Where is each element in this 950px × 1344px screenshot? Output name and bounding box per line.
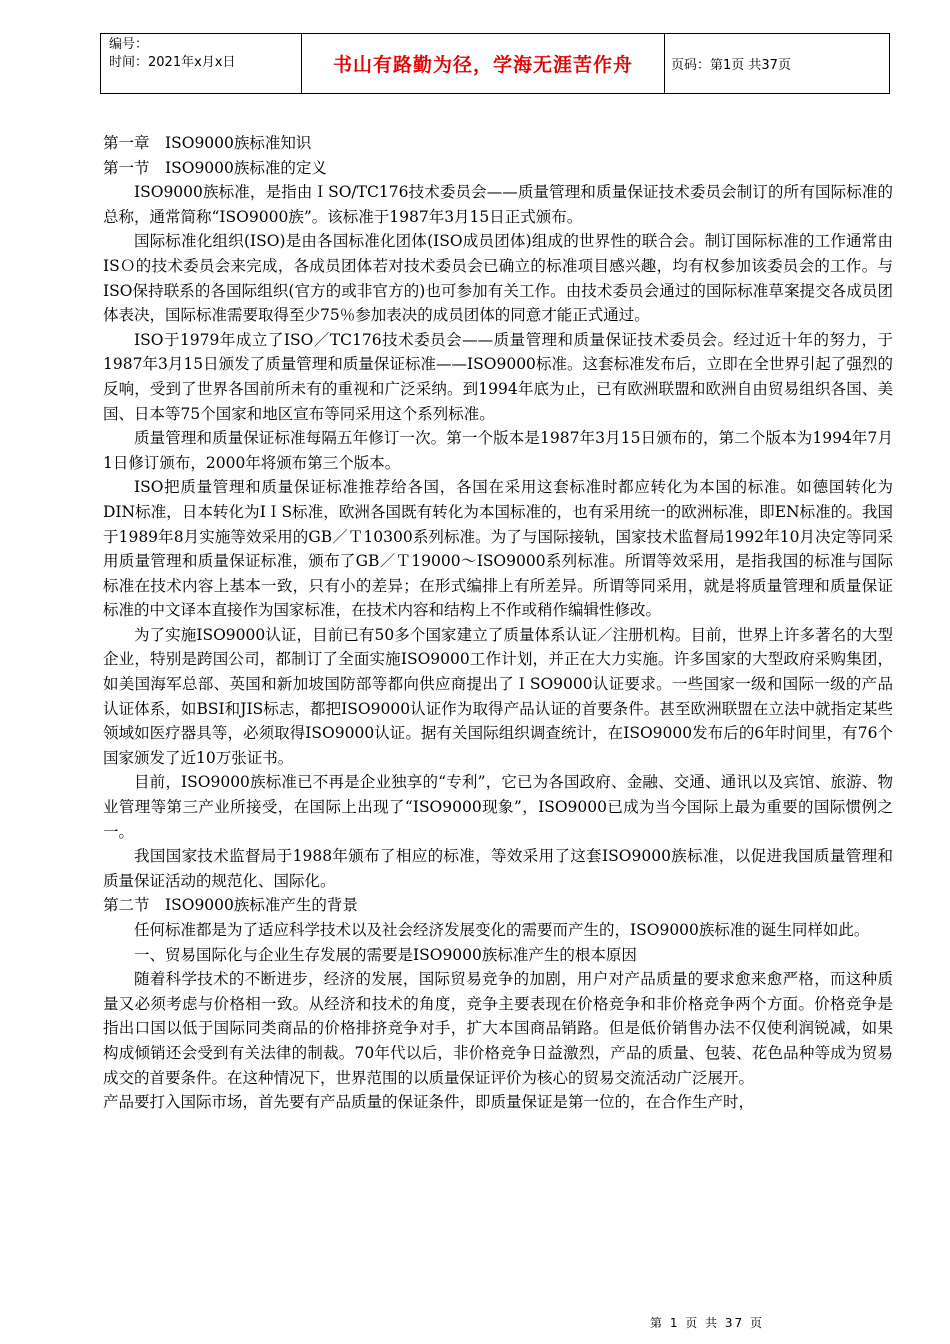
paragraph: ISO把质量管理和质量保证标准推荐给各国，各国在采用这套标准时都应转化为本国的标准。如德国转化为DIN标准，日本转化为IＩS标准，欧洲各国既有转化为本国标准的，也有采用统一的欧洲标准，即EN标准的。我国于1989年8月实施等效采用的GB／Ｔ10300系列标准。为了与国际接轨，国家技术监督局1992年10月决定等同采用质量管理和质量保证标准，颁布了GB／Ｔ19000～ISO9000系列标准。所谓等效采用，是指我国的标准与国际标准在技术内容上基本一致，只有小的差异；在形式编排上有所差异。所谓等同采用，就是将质量管理和质量保证标准的中文译本直接作为国家标准，在技术内容和结构上不作或稍作编辑性修改。	[103, 478, 893, 620]
paragraph: 质量管理和质量保证标准每隔五年修订一次。第一个版本是1987年3月15日颁布的，第二个版本为1994年7月1日修订颁布，2000年将颁布第三个版本。	[103, 429, 893, 472]
paragraph: 为了实施ISO9000认证，目前已有50多个国家建立了质量体系认证／注册机构。目前，世界上许多著名的大型企业，特别是跨国公司，都制订了全面实施ISO9000工作计划，并正在大力实施。许多国家的大型政府采购集团，如美国海军总部、英国和新加坡国防部等都向供应商提出了ＩSO9000认证要求。一些国家一级和国际一级的产品认证体系，如BSI和JIS标志，都把ISO9000认证作为取得产品认证的首要条件。甚至欧洲联盟在立法中就指定某些领域如医疗器具等，必须取得ISO9000认证。据有关国际组织调查统计，在ISO9000发布后的6年时间里，有76个国家颁发了近10万张证书。	[103, 625, 893, 767]
header-motto: 书山有路勤为径，学海无涯苦作舟	[302, 34, 665, 94]
document-body	[103, 131, 893, 1115]
section-title-1: 第一节 ISO9000族标准的定义	[103, 158, 327, 177]
paragraph: ISO于1979年成立了ISO／TC176技术委员会——质量管理和质量保证技术委员会。经过近十年的努力，于1987年3月15日颁发了质量管理和质量保证标准——ISO9000标准。这套标准发布后，立即在全世界引起了强烈的反响，受到了世界各国前所未有的重视和广泛采纳。到1994年底为止，已有欧洲联盟和欧洲自由贸易组织各国、美国、日本等75个国家和地区宣布等同采用这个系列标准。	[103, 330, 893, 423]
subsection-title: 一、贸易国际化与企业生存发展的需要是ISO9000族标准产生的根本原因	[134, 945, 637, 964]
document-header	[100, 33, 890, 94]
section-title-2: 第二节 ISO9000族标准产生的背景	[103, 896, 358, 915]
header-meta-cell	[101, 34, 302, 94]
chapter-title: 第一章 ISO9000族标准知识	[103, 134, 312, 152]
paragraph: 随着科学技术的不断进步，经济的发展，国际贸易竞争的加剧，用户对产品质量的要求愈来愈严格，而这种质量又必须考虑与价格相一致。从经济和技术的角度，竞争主要表现在价格竞争和非价格竞争两个方面。价格竞争是指出口国以低于国际同类商品的价格排挤竞争对手，扩大本国商品销路。但是低价销售办法不仅使利润锐减，如果构成倾销还会受到有关法律的制裁。70年代以后，非价格竞争日益激烈，产品的质量、包装、花色品种等成为贸易成交的首要条件。在这种情况下，世界范围的以质量保证评价为核心的贸易交流活动广泛展开。	[103, 970, 893, 1087]
header-time-label: 时间：2021年x月x日	[109, 55, 236, 70]
paragraph: 产品要打入国际市场，首先要有产品质量的保证条件，即质量保证是第一位的，在合作生产时，	[103, 1093, 755, 1112]
paragraph: 目前，ISO9000族标准已不再是企业独享的“专利”，它已为各国政府、金融、交通、通讯以及宾馆、旅游、物业管理等第三产业所接受，在国际上出现了“ISO9000现象”，ISO9000已成为当今国际上最为重要的国际惯例之一。	[103, 773, 893, 841]
page-footer: 第 1 页 共 37 页	[650, 1316, 764, 1330]
paragraph: 国际标准化组织(ISO)是由各国标准化团体(ISO成员团体)组成的世界性的联合会。制订国际标准的工作通常由ISＯ的技术委员会来完成，各成员团体若对技术委员会已确立的标准项目感兴趣，均有权参加该委员会的工作。与ISO保持联系的各国际组织(官方的或非官方的)也可参加有关工作。由技术委员会通过的国际标准草案提交各成员团体表决，国际标准需要取得至少75％参加表决的成员团体的同意才能正式通过。	[103, 232, 893, 325]
paragraph: 我国国家技术监督局于1988年颁布了相应的标准，等效采用了这套ISO9000族标准，以促进我国质量管理和质量保证活动的规范化、国际化。	[103, 847, 893, 890]
header-page-info: 页码：第1页 共37页	[665, 34, 890, 94]
paragraph: ISO9000族标准，是指由ＩSO/TC176技术委员会——质量管理和质量保证技术委员会制订的所有国际标准的总称，通常简称“ISO9000族”。该标准于1987年3月15日正式颁布。	[103, 183, 893, 226]
header-number-label: 编号：	[109, 37, 149, 52]
paragraph: 任何标准都是为了适应科学技术以及社会经济发展变化的需要而产生的，ISO9000族标准的诞生同样如此。	[134, 921, 870, 939]
